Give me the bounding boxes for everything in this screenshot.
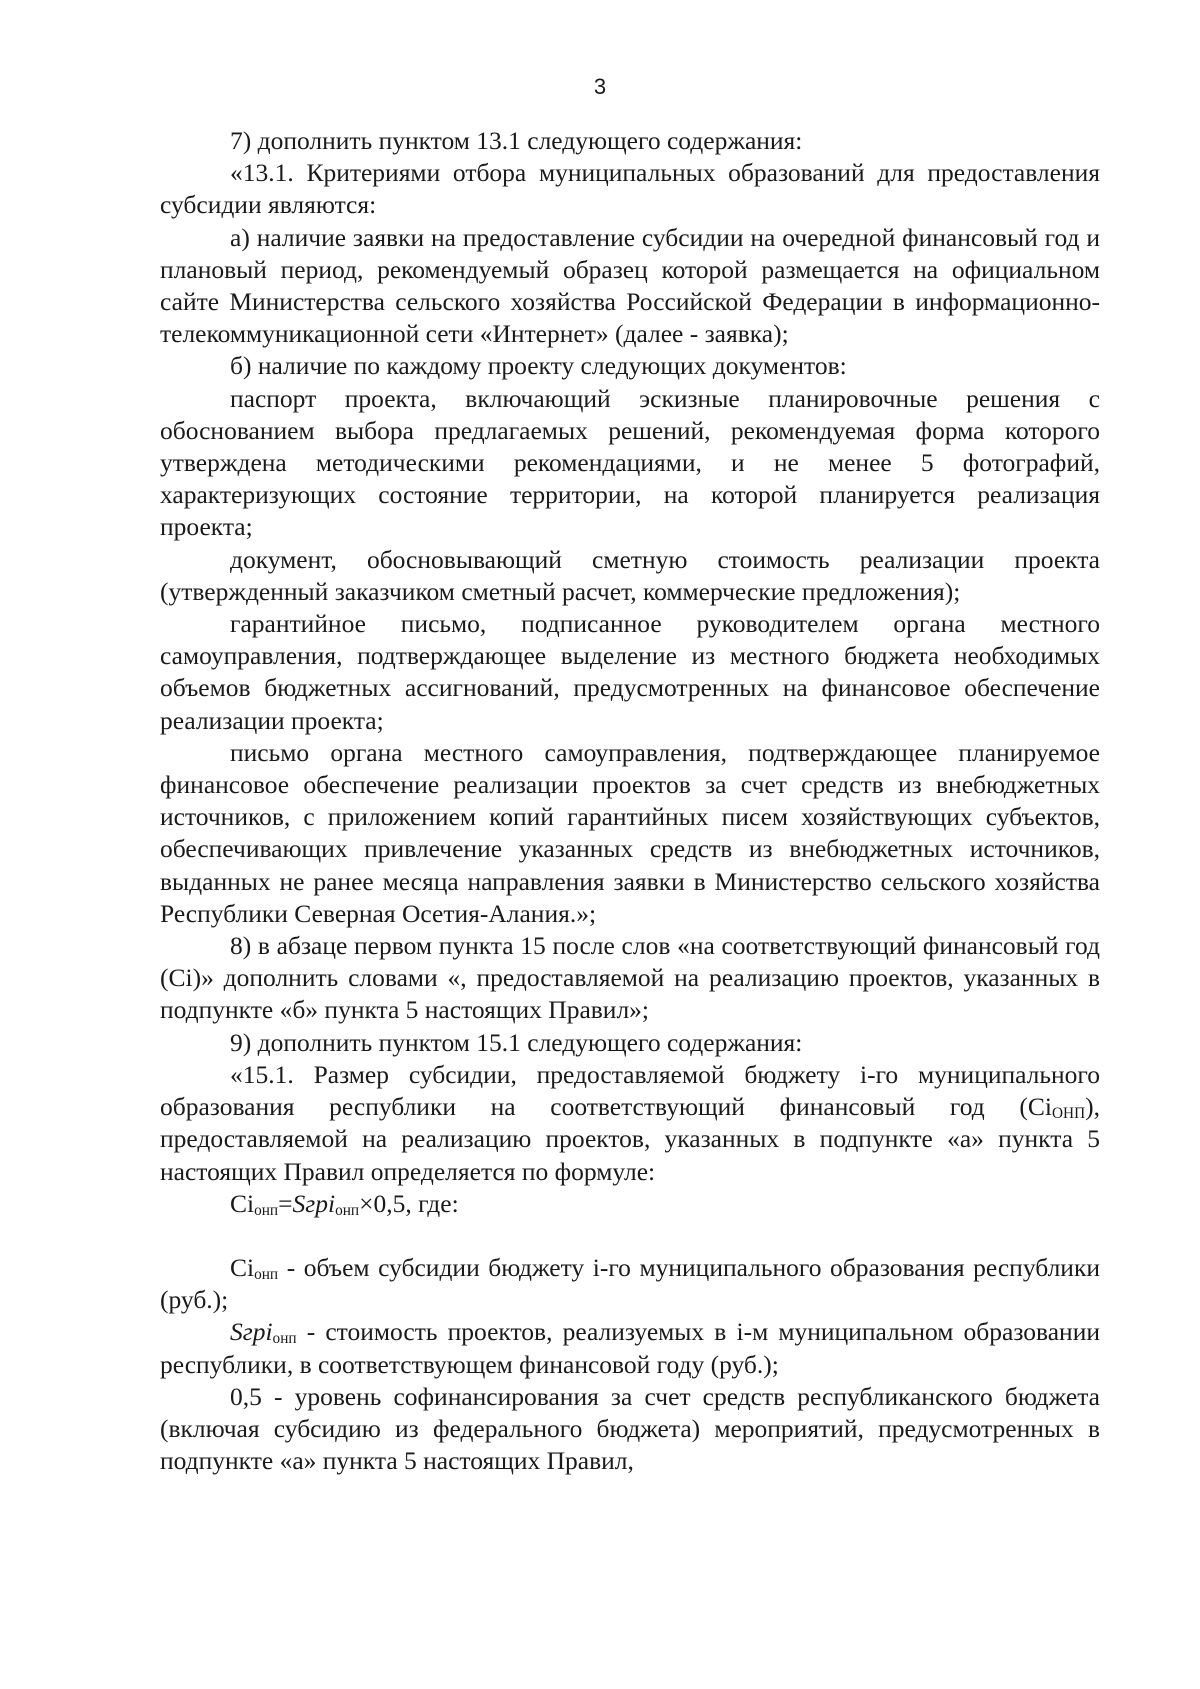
definition-coefficient: 0,5 - уровень софинансирования за счет средств республиканского бюджета (включая субсидию из федерального бюджета) мероприятий, предусмотренных в подпункте «а» пункта 5 настоящих Правил, xyxy=(160,1381,1100,1476)
paragraph-project-passport: паспорт проекта, включающий эскизные планировочные решения с обоснованием выбора предлагаемых решений, рекомендуемая форма которого утверждена методическими рекомендациями, и не менее 5 фотографий, характеризующих состояние территории, на которой планируется реализация проекта; xyxy=(160,383,1100,542)
definition-sgri-text: - стоимость проектов, реализуемых в i-м муниципальном образовании республики, в соответствующем финансовой году (руб.); xyxy=(160,1317,1100,1379)
paragraph-15-1-subscript: ОНП xyxy=(1051,1105,1086,1123)
paragraph-cost-document: документ, обосновывающий сметную стоимость реализации проекта (утвержденный заказчиком сметный расчет, коммерческие предложения); xyxy=(160,544,1100,606)
paragraph-item-8: 8) в абзаце первом пункта 15 после слов «на соответствующий финансовый год (Ci)» дополнить словами «, предоставляемой на реализацию проектов, указанных в подпункте «б» пункта 5 настоящих Правил»; xyxy=(160,931,1100,1025)
formula xyxy=(160,1188,1100,1220)
paragraph-15-1 xyxy=(160,1059,1100,1188)
formula-multiply: × xyxy=(359,1188,374,1218)
paragraph-extrabudget-letter: письмо органа местного самоуправления, подтверждающее планируемое финансовое обеспечение реализации проектов за счет средств из внебюджетных источников, с приложением копий гарантийных писем хозяйствующих субъектов, обеспечивающих привлечение указанных средств из внебюджетных источников, выданных не ранее месяца направления заявки в Министерство сельского хозяйства Республики Северная Осетия-Алания.»; xyxy=(160,737,1100,928)
definition-ci-subscript: онп xyxy=(254,1265,279,1283)
paragraph-item-9: 9) дополнить пунктом 15.1 следующего содержания: xyxy=(230,1027,803,1057)
formula-tail: , где: xyxy=(405,1188,459,1218)
formula-coefficient: 0,5 xyxy=(373,1188,406,1218)
formula-variable: Sгрi xyxy=(292,1188,336,1218)
definition-ci-text: - объем субсидии бюджету i-го муниципального образования республики (руб.); xyxy=(160,1252,1100,1315)
formula-equals: = xyxy=(278,1188,293,1218)
formula-variable-subscript: онп xyxy=(335,1201,360,1219)
page-number: 3 xyxy=(593,74,607,99)
paragraph-15-1-text: «15.1. Размер субсидии, предоставляемой бюджету i-го муниципального образования республики на соответствующий финансовый год (Ci xyxy=(160,1059,1100,1122)
formula-lhs-subscript: онп xyxy=(254,1201,279,1219)
definition-ci xyxy=(160,1252,1100,1316)
definition-ci-term: Ci xyxy=(230,1252,255,1282)
paragraph-15-1-rest: ), предоставляемой на реализацию проектов, указанных в подпункте «а» пункта 5 настоящих Правил определяется по формуле: xyxy=(160,1092,1100,1186)
definition-sgri-term: Sгрi xyxy=(230,1317,273,1347)
paragraph-criterion-a: а) наличие заявки на предоставление субсидии на очередной финансовый год и плановый период, рекомендуемый образец которой размещается на официальном сайте Министерства сельского хозяйства Российской Федерации в информационно-телекоммуникационной сети «Интернет» (далее - заявка); xyxy=(160,222,1100,349)
paragraph-item-7: 7) дополнить пунктом 13.1 следующего содержания: xyxy=(230,126,803,155)
formula-lhs: Ci xyxy=(230,1188,255,1218)
document-body xyxy=(160,125,1100,1477)
paragraph-criterion-b: б) наличие по каждому проекту следующих документов: xyxy=(230,351,847,381)
definition-sgri-subscript: онп xyxy=(272,1330,297,1348)
definition-sgri xyxy=(160,1316,1100,1380)
paragraph-guarantee-letter: гарантийное письмо, подписанное руководителем органа местного самоуправления, подтверждающее выделение из местного бюджета необходимых объемов бюджетных ассигнований, предусмотренных на финансовое обеспечение реализации проекта; xyxy=(160,609,1100,735)
paragraph-13-1-intro: «13.1. Критериями отбора муниципальных образований для предоставления субсидии являются: xyxy=(160,158,1100,220)
